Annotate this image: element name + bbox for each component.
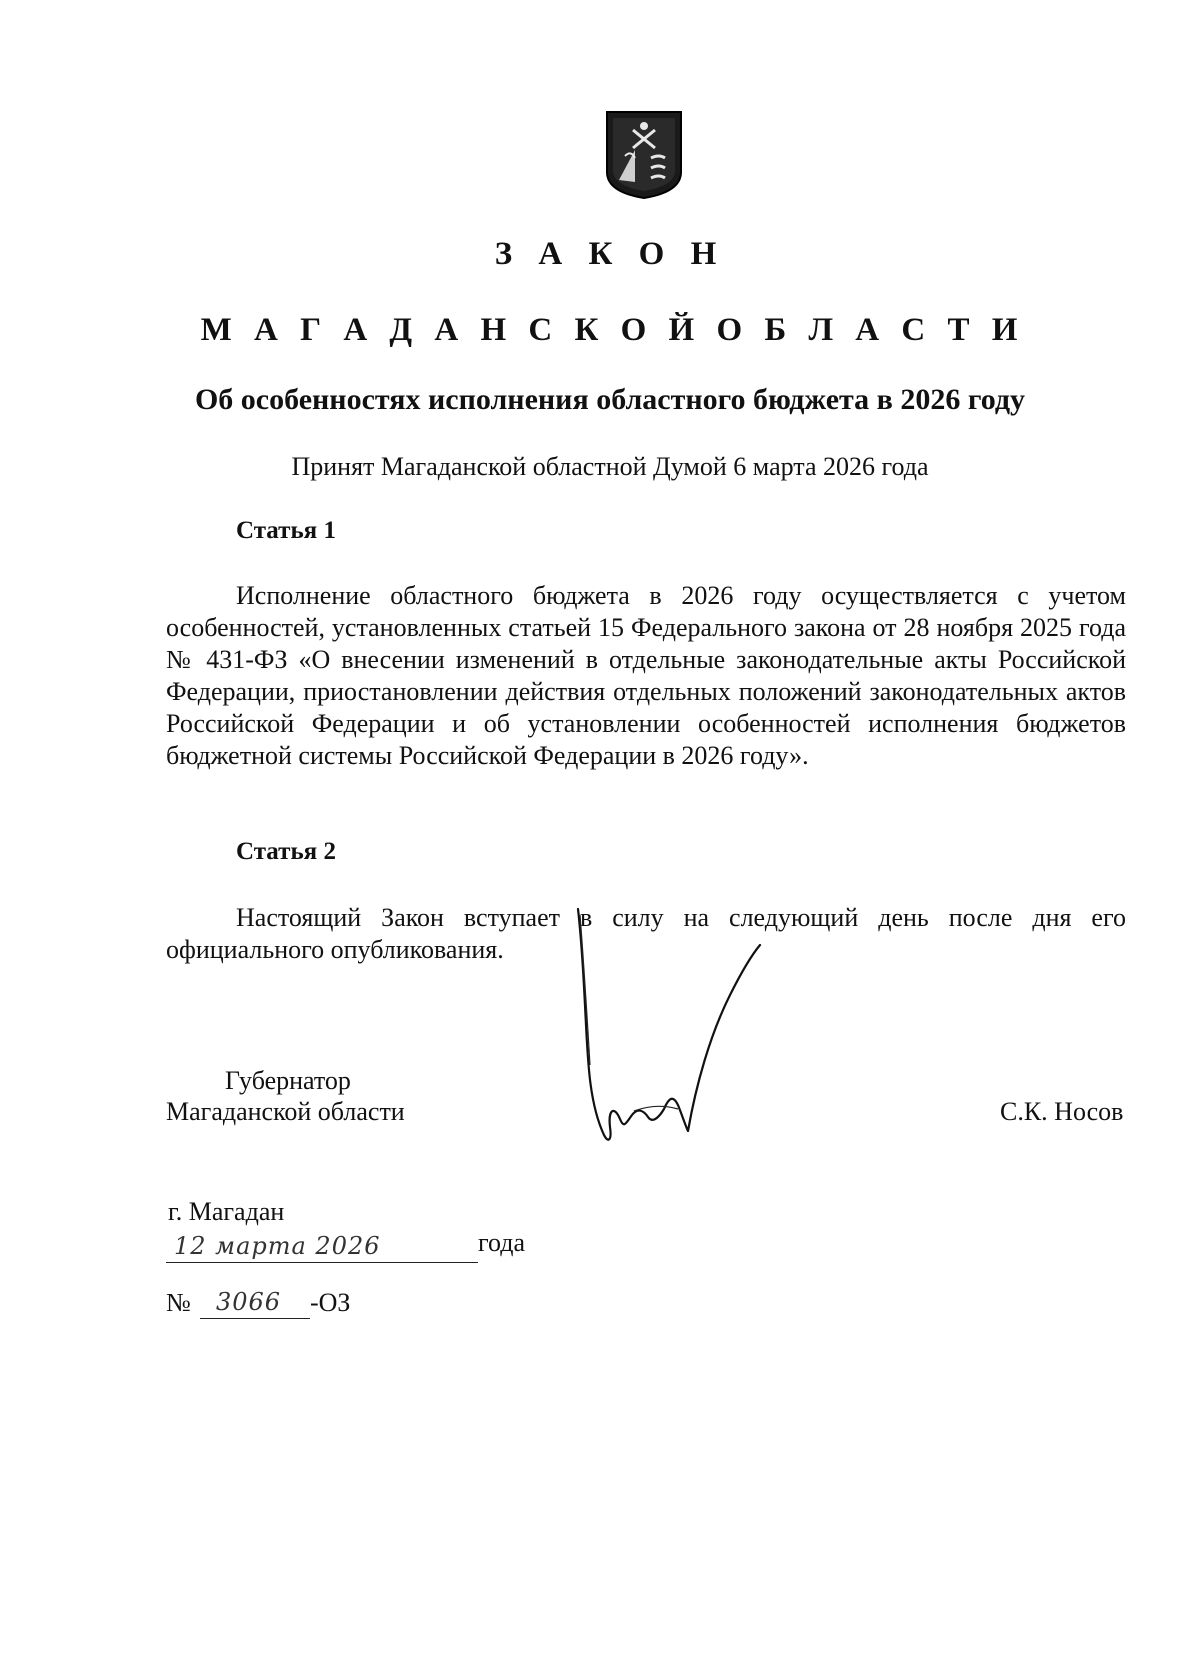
handwritten-number: 3066: [216, 1288, 282, 1316]
signer-position-line2: Магаданской области: [166, 1097, 405, 1126]
number-suffix: -ОЗ: [310, 1288, 351, 1317]
signer-position-line1: Губернатор: [225, 1066, 351, 1095]
number-prefix: №: [166, 1288, 191, 1317]
law-title: З А К О Н: [494, 236, 726, 272]
region-title: М А Г А Д А Н С К О Й О Б Л А С Т И: [200, 312, 1025, 348]
article-2-text: Настоящий Закон вступает в силу на следующий день после дня его официального опубликования.: [166, 903, 1126, 964]
city: г. Магадан: [168, 1197, 285, 1226]
date-suffix: года: [478, 1228, 526, 1257]
signer-name: С.К. Носов: [1000, 1097, 1124, 1126]
article-1-text: Исполнение областного бюджета в 2026 году осуществляется с учетом особенностей, установленных статьей 15 Федерального закона от 28 ноября 2025 года № 431-ФЗ «О внесении изменений в отдельные законодательные акты Российской Федерации, приостановлении действия отдельных положений законодательных актов Российской Федерации и об установлении особенностей исполнения бюджетов бюджетной системы Российской Федерации в 2026 году».: [166, 581, 1126, 770]
date-field: [166, 1226, 478, 1263]
coat-of-arms-icon: [605, 110, 683, 200]
law-subject: Об особенностях исполнения областного бюджета в 2026 году: [194, 383, 1026, 416]
article-2-heading: Статья 2: [236, 838, 336, 865]
article-1-heading: Статья 1: [236, 517, 336, 544]
handwritten-signature: [560, 905, 820, 1185]
number-field: [200, 1285, 310, 1319]
adoption-note: Принят Магаданской областной Думой 6 марта 2026 года: [291, 452, 929, 481]
handwritten-date: 12 марта 2026: [174, 1232, 381, 1260]
